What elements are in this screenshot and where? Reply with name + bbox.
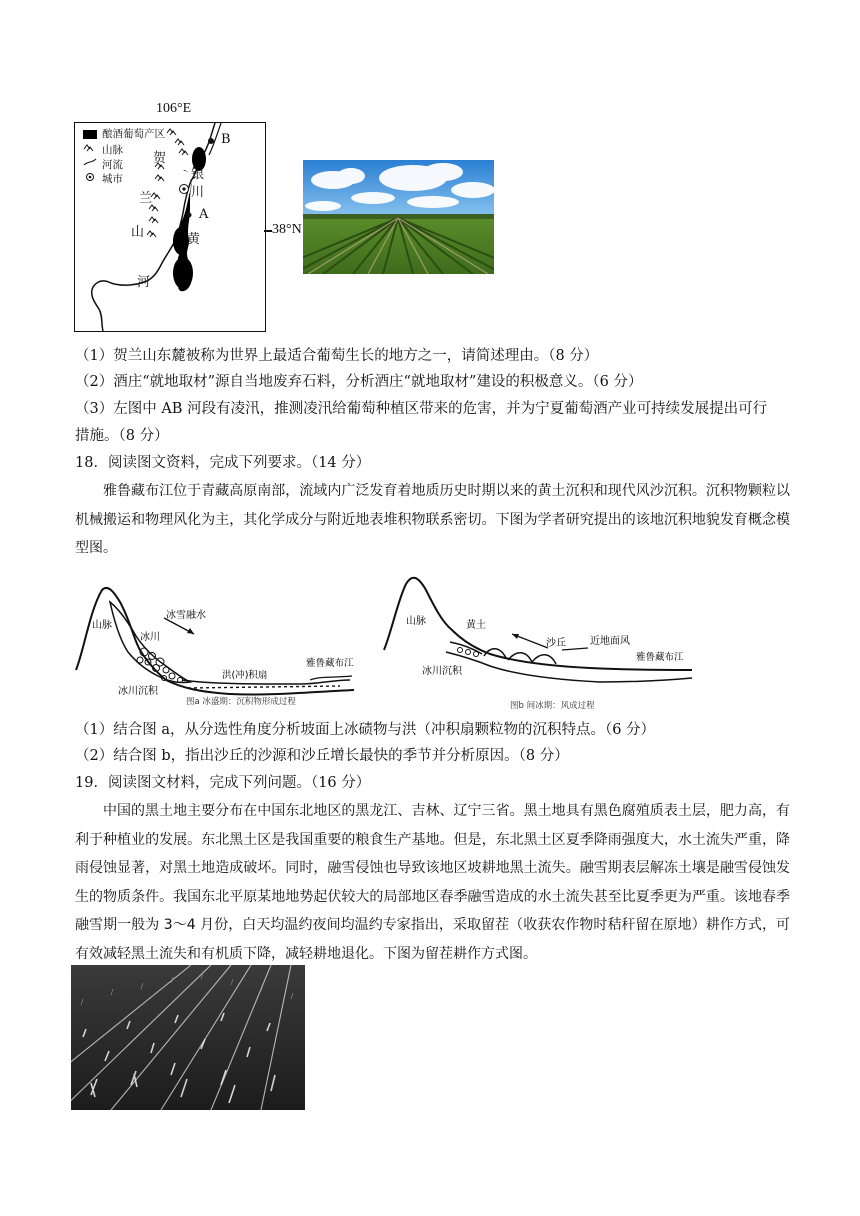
- q17-sub3-line1: （3）左图中 AB 河段有凌汛，推测凌汛给葡萄种植区带来的危害，并为宁夏葡萄酒产业可持续发展提出可行: [75, 401, 768, 417]
- longitude-label: 106°E: [156, 101, 192, 116]
- stubble-tillage-photo: [71, 965, 305, 1110]
- fig-a-mountain: 山脉: [92, 620, 112, 631]
- vineyard-photo: [303, 160, 494, 274]
- fig-a-caption: 图a 冰盛期：沉积物形成过程: [186, 697, 296, 707]
- point-a-label: A: [199, 207, 209, 222]
- point-b-label: B: [221, 132, 231, 147]
- figure-a: [70, 580, 360, 715]
- location-map: [74, 122, 266, 332]
- q19-paragraph: 中国的黑土地主要分布在中国东北地区的黑龙江、吉林、辽宁三省。黑土地具有黑色腐殖质表土层，肥力高，有利于种植业的发展。东北黑土区是我国重要的粮食生产基地。但是，东北黑土区夏季降雨强度大，水土流失严重，降雨侵蚀显著，对黑土地造成破坏。同时，融雪侵蚀也导致该地区坡耕地黑土流失。融雪期表层解冻土壤是融雪侵蚀发生的物质条件。我国东北平原某地地势起伏较大的局部地区春季融雪造成的水土流失甚至比夏季更为严重。该地春季融雪期一般为 3～4 月份，白天均温约夜间均温约专家指出，采取留茬（收获农作物时秸秆留在原地）耕作方式，可有效减轻黑土流失和有机质下降，减轻耕地退化。下图为留茬耕作方式图。: [75, 803, 790, 962]
- helan-label-shan: 山: [131, 225, 145, 240]
- fig-b-river: 雅鲁藏布江: [636, 652, 684, 663]
- legend-wine-region: 酿酒葡萄产区: [102, 128, 165, 140]
- fig-a-meltwater: 冰雪融水: [166, 610, 206, 621]
- fig-b-dune: 沙丘: [546, 638, 566, 649]
- q18-title: 18．阅读图文资料，完成下列要求。（14 分）: [75, 455, 371, 471]
- fig-b-mountain: 山脉: [406, 616, 426, 627]
- fig-a-glacial-deposit: 冰川沉积: [118, 686, 158, 697]
- legend-river: 河流: [102, 159, 123, 171]
- q17-sub3-line2: 措施。（8 分）: [75, 428, 169, 444]
- q18-sub1: （1）结合图 a，从分选性角度分析坡面上冰碛物与洪（冲积扇颗粒物的沉积特点。（6 分）: [75, 722, 656, 738]
- fig-a-fan: 洪(冲)积扇: [222, 670, 268, 681]
- q17-sub1: （1）贺兰山东麓被称为世界上最适合葡萄生长的地方之一，请简述理由。（8 分）: [75, 348, 599, 364]
- q18-sub2: （2）结合图 b，指出沙丘的沙源和沙丘增长最快的季节并分析原因。（8 分）: [75, 748, 569, 764]
- fig-b-loess: 黄土: [466, 620, 486, 631]
- q17-sub2: （2）酒庄“就地取材”源自当地废弃石料，分析酒庄“就地取材”建设的积极意义。（6 分）: [75, 374, 643, 390]
- fig-b-wind: 近地面风: [590, 636, 630, 647]
- helan-label-lan: 兰: [139, 191, 153, 206]
- yinchuan-label-yin: 银: [191, 167, 205, 182]
- river-label-huang: 黄: [187, 232, 201, 247]
- river-label-he: 河: [137, 275, 151, 290]
- fig-a-glacier: 冰川: [140, 632, 160, 643]
- fig-b-caption: 图b 间冰期：风成过程: [510, 701, 595, 711]
- latitude-label: 38°N: [272, 222, 302, 237]
- figure-b: [380, 570, 695, 715]
- yinchuan-label-chuan: 川: [191, 185, 205, 200]
- fig-b-glacial-deposit: 冰川沉积: [422, 666, 462, 677]
- legend-mountain: 山脉: [102, 144, 123, 156]
- q18-paragraph: 雅鲁藏布江位于青藏高原南部，流域内广泛发育着地质历史时期以来的黄土沉积和现代风沙沉积。沉积物颗粒以机械搬运和物理风化为主，其化学成分与附近地表堆积物联系密切。下图为学者研究提出的该地沉积地貌发育概念模型图。: [75, 483, 790, 556]
- legend-city: 城市: [102, 173, 123, 185]
- q19-title: 19．阅读图文材料，完成下列问题。（16 分）: [75, 775, 371, 791]
- helan-label-he: 贺: [153, 151, 167, 166]
- fig-a-river: 雅鲁藏布江: [306, 658, 354, 669]
